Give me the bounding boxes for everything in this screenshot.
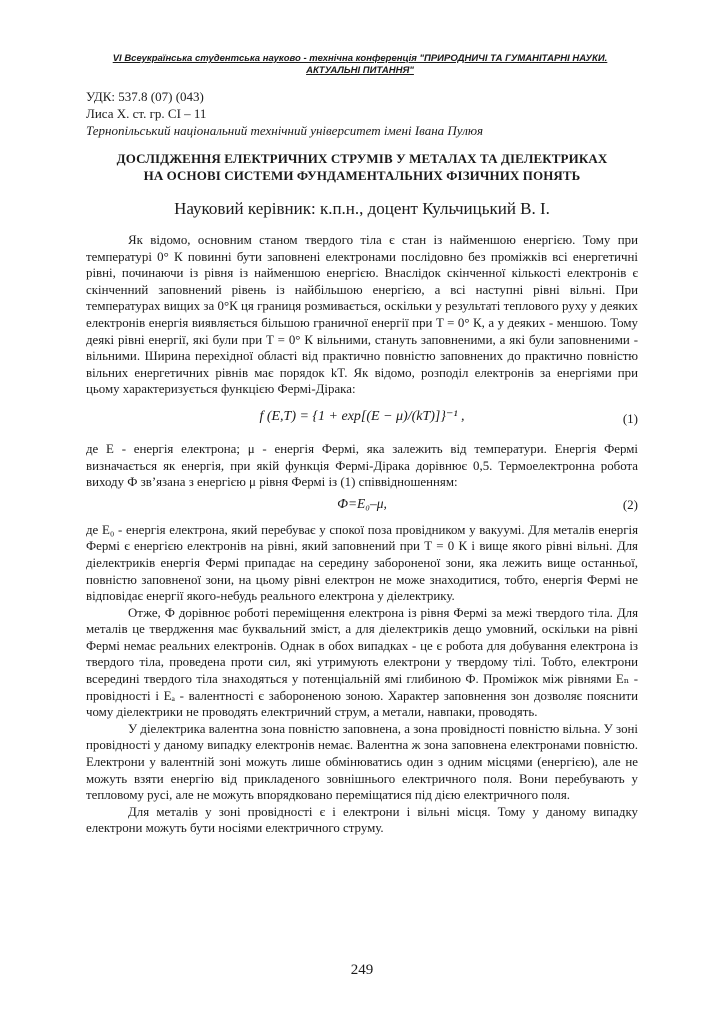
conference-header bbox=[90, 53, 630, 77]
formula-2-expression: Ф=E₀–μ, bbox=[337, 495, 387, 511]
paragraph-6: Для металів у зоні провідності є і електрони і вільні місця. Тому у даному випадку електрони можуть бути носіями електричного струму. bbox=[86, 804, 638, 836]
formula-2-number: (2) bbox=[622, 496, 638, 512]
formula-1-number: (1) bbox=[622, 410, 638, 426]
conference-header-line1: VI Всеукраїнська студентська науково - технічна конференція "ПРИРОДНИЧІ ТА ГУМАНІТАРНІ НАУКИ. bbox=[112, 53, 608, 64]
formula-1-expression: f (E,T) = {1 + exp[(E − μ)/(kT)]}⁻¹ , bbox=[259, 408, 465, 424]
udc-code: УДК: 537.8 (07) (043) bbox=[86, 89, 204, 104]
paragraph-3: де E₀ - енергія електрона, який перебуває у спокої поза провідником у вакуумі. Для металів енергія Фермі є енергією електронів на рівні, який заповнений при T = 0 К і вище якого рівні вільні. Для діелектриків енергія Фермі припадає на середину забороненої зони, яка лежить вище останньої, повністю заповненої зони, на цьому рівні електрон не може знаходитися, тобто, енергія Фермі не відповідає енергії якого-небудь реального електрона у діелектрику. bbox=[86, 522, 638, 604]
paragraph-2: де E - енергія електрона; μ - енергія Фермі, яка залежить від температури. Енергія Фермі визначається як енергія, при якій функція Фермі-Дірака дорівнює 0,5. Термоелектронна робота виходу Ф зв’язана з енергією μ рівня Фермі із (1) співвідношенням: bbox=[86, 441, 638, 490]
title-line2: НА ОСНОВІ СИСТЕМИ ФУНДАМЕНТАЛЬНИХ ФІЗИЧНИХ ПОНЯТЬ bbox=[143, 168, 581, 183]
formula-1 bbox=[86, 403, 638, 435]
author-line: Лиса Х. ст. гр. СІ – 11 bbox=[86, 106, 207, 121]
article-meta bbox=[86, 88, 483, 139]
supervisor-line: Науковий керівник: к.п.н., доцент Кульчицький В. І. bbox=[174, 199, 550, 218]
page-number: 249 bbox=[350, 962, 374, 978]
paragraph-4: Отже, Ф дорівнює роботі переміщення електрона із рівня Фермі за межі твердого тіла. Для металів це твердження має буквальний зміст, а для діелектриків дещо умовний, оскільки на рівні Фермі немає реальних електронів. Однак в обох випадках - це є робота для добування електрона із твердого тіла, проведена проти сил, які утримують електрони у твердому тілі. Тобто, електрони всередині твердого тіла знаходяться у потенціальній ямі глибиною Ф. Проміжок між рівнями Eₙ - провідності і Eₐ - валентності є забороненою зоною. Характер заповнення зон дозволяє пояснити чому діелектрики не проводять електричний струм, а метали, навпаки, проводять. bbox=[86, 605, 638, 720]
conference-header-line2: АКТУАЛЬНІ ПИТАННЯ" bbox=[306, 65, 414, 76]
paragraph-5: У діелектрика валентна зона повністю заповнена, а зона провідності повністю вільна. У зоні провідності у даному випадку електронів немає. Валентна ж зона заповнена електронами повністю. Електрони у валентній зоні можуть лише обмінюватись один з одним місцями (енергією), але не можуть взяти енергію від прикладеного зовнішнього електричного поля. Вони перебувають у тепловому русі, але не можуть впорядковано переміщатися під дією електричного поля. bbox=[86, 721, 638, 803]
affiliation: Тернопільський національний технічний університет імені Івана Пулюя bbox=[86, 123, 484, 138]
paper-title bbox=[86, 150, 638, 184]
paragraph-1: Як відомо, основним станом твердого тіла є стан із найменшою енергією. Тому при температурі 0° К повинні бути заповнені електронами послідовно без проміжків всі енергетичні рівні, починаючи із рівня із найменшою енергією. Внаслідок скінченної кількості електронів є скінченний заповнений рівень із найбільшою енергією, а всі наступні рівні вільні. При температурах вищих за 0°К ця границя розмивається, оскільки у результаті теплового руху у деяких електронів енергія виявляється більшою граничної енергії при T = 0° К, а у деяких - меншою. Тому деякі рівні енергії, які були при T = 0° К вільними, стануть заповненими, а які були заповненими - вільними. Ширина перехідної області від практично повністю заповнених до практично повністю вільних енергетичних рівнів має порядок kT. Як відомо, розподіл електронів за енергіями при цьому характеризується функцією Фермі-Дірака: bbox=[86, 233, 638, 397]
formula-2 bbox=[86, 494, 638, 518]
title-line1: ДОСЛІДЖЕННЯ ЕЛЕКТРИЧНИХ СТРУМІВ У МЕТАЛАХ ТА ДІЕЛЕКТРИКАХ bbox=[116, 151, 608, 166]
article-body bbox=[86, 232, 638, 837]
